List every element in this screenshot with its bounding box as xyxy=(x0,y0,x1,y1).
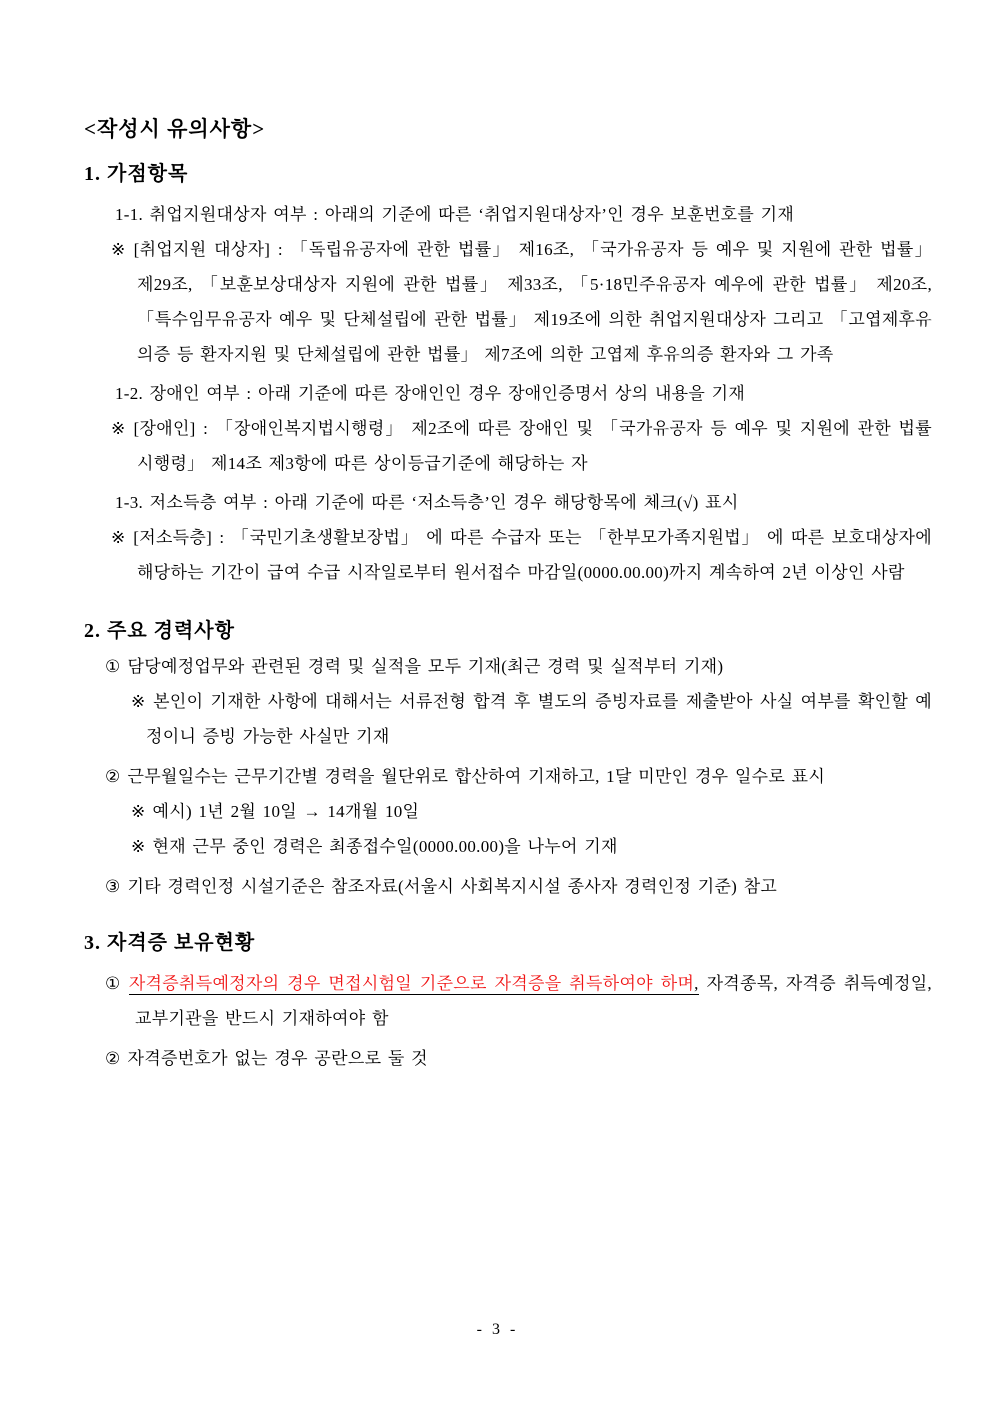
item-text: 기타 경력인정 시설기준은 참조자료(서울시 사회복지시설 종사자 경력인정 기준) 참고 xyxy=(127,877,778,896)
note-text: [취업지원 대상자] : 「독립유공자에 관한 법률」 제16조, 「국가유공자 등 예우 및 지원에 관한 법률」 제29조, 「보훈보상대상자 지원에 관한 법률」 제33조, 「5·18민주유공자 예우에 관한 법률」 제20조, 「특수임무유공자 예우 및 단체설립에 관한 법률」 제19조에 의한 취업지원대상자 그리고 「고엽제후유의증 등 환자지원 및 단체설립에 관한 법률」 제7조에 의한 고엽제 후유의증 환자와 그 가족 xyxy=(133,240,932,364)
document-body xyxy=(84,112,932,1076)
item-1-1-line: 1-1. 취업지원대상자 여부 : 아래의 기준에 따른 ‘취업지원대상자’인 경우 보훈번호를 기재 xyxy=(115,205,795,224)
item-text: 담당예정업무와 관련된 경력 및 실적을 모두 기재(최근 경력 및 실적부터 기재) xyxy=(127,657,724,676)
career-item-1 xyxy=(84,649,932,754)
item-text: 자격종목, 자격증 취득예정일, 교부기관을 반드시 기재하여야 함 xyxy=(135,974,932,1028)
circled-2-marker: ② xyxy=(105,767,121,786)
item-1-3-line: 1-3. 저소득층 여부 : 아래 기준에 따른 ‘저소득층’인 경우 해당항목에 체크(√) 표시 xyxy=(115,493,739,512)
career-item-2-note-example xyxy=(84,794,932,829)
red-warning-text: 자격증취득예정자의 경우 면접시험일 기준으로 자격증을 취득하여야 하며 xyxy=(128,974,695,993)
note-marker: ※ xyxy=(111,528,127,547)
circled-2-marker: ② xyxy=(105,1049,121,1068)
page-number: - 3 - xyxy=(476,1321,516,1338)
license-item-2 xyxy=(84,1041,932,1076)
bonus-item-1-2 xyxy=(84,376,932,481)
item-1-3-note xyxy=(84,520,932,590)
note-marker: ※ xyxy=(131,692,147,711)
note-text: 현재 근무 중인 경력은 최종접수일(0000.00.00)을 나누어 기재 xyxy=(152,837,618,856)
circled-1-marker: ① xyxy=(105,974,122,993)
license-item-2-text xyxy=(84,1041,932,1076)
bonus-item-1-3 xyxy=(84,485,932,590)
doc-title: <작성시 유의사항> xyxy=(84,117,266,141)
license-item-1 xyxy=(84,966,932,1036)
career-item-3 xyxy=(84,869,932,904)
note-text: [장애인] : 「장애인복지법시행령」 제2조에 따른 장애인 및 「국가유공자 등 예우 및 지원에 관한 법률 시행령」 제14조 제3항에 따른 상이등급기준에 해당하는 자 xyxy=(133,419,932,473)
career-item-1-note xyxy=(84,684,932,754)
section-license-heading: 3. 자격증 보유현황 xyxy=(84,932,256,954)
underlined-segment xyxy=(129,974,699,995)
note-marker: ※ xyxy=(131,802,146,821)
section-bonus-heading: 1. 가점항목 xyxy=(84,163,189,185)
career-item-2-text xyxy=(84,759,932,794)
note-text: 본인이 기재한 사항에 대해서는 서류전형 합격 후 별도의 증빙자료를 제출받아 사실 여부를 확인할 예정이니 증빙 가능한 사실만 기재 xyxy=(146,692,933,746)
item-1-2-line: 1-2. 장애인 여부 : 아래 기준에 따른 장애인인 경우 장애인증명서 상의 내용을 기재 xyxy=(115,384,746,403)
note-marker: ※ xyxy=(131,837,146,856)
circled-1-marker: ① xyxy=(105,657,121,676)
note-text: [저소득층] : 「국민기초생활보장법」 에 따른 수급자 또는 「한부모가족지원법」 에 따른 보호대상자에 해당하는 기간이 급여 수급 시작일로부터 원서접수 마감일(0000.00.00)까지 계속하여 2년 이상인 사람 xyxy=(133,528,932,582)
comma: , xyxy=(694,974,699,993)
career-item-3-text xyxy=(84,869,932,904)
bonus-item-1-1 xyxy=(84,197,932,372)
career-item-2 xyxy=(84,759,932,864)
note-marker: ※ xyxy=(111,419,127,438)
license-item-1-text xyxy=(84,966,932,1036)
note-text: 예시) 1년 2월 10일 → 14개월 10일 xyxy=(152,802,420,821)
note-marker: ※ xyxy=(111,240,127,259)
circled-3-marker: ③ xyxy=(105,877,121,896)
item-1-1-note xyxy=(84,232,932,372)
item-text: 근무월일수는 근무기간별 경력을 월단위로 합산하여 기재하고, 1달 미만인 경우 일수로 표시 xyxy=(127,767,826,786)
career-item-2-note-current xyxy=(84,829,932,864)
section-career-heading: 2. 주요 경력사항 xyxy=(84,620,235,642)
item-1-2-note xyxy=(84,411,932,481)
item-text: 자격증번호가 없는 경우 공란으로 둘 것 xyxy=(127,1049,428,1068)
career-item-1-text xyxy=(84,649,932,684)
